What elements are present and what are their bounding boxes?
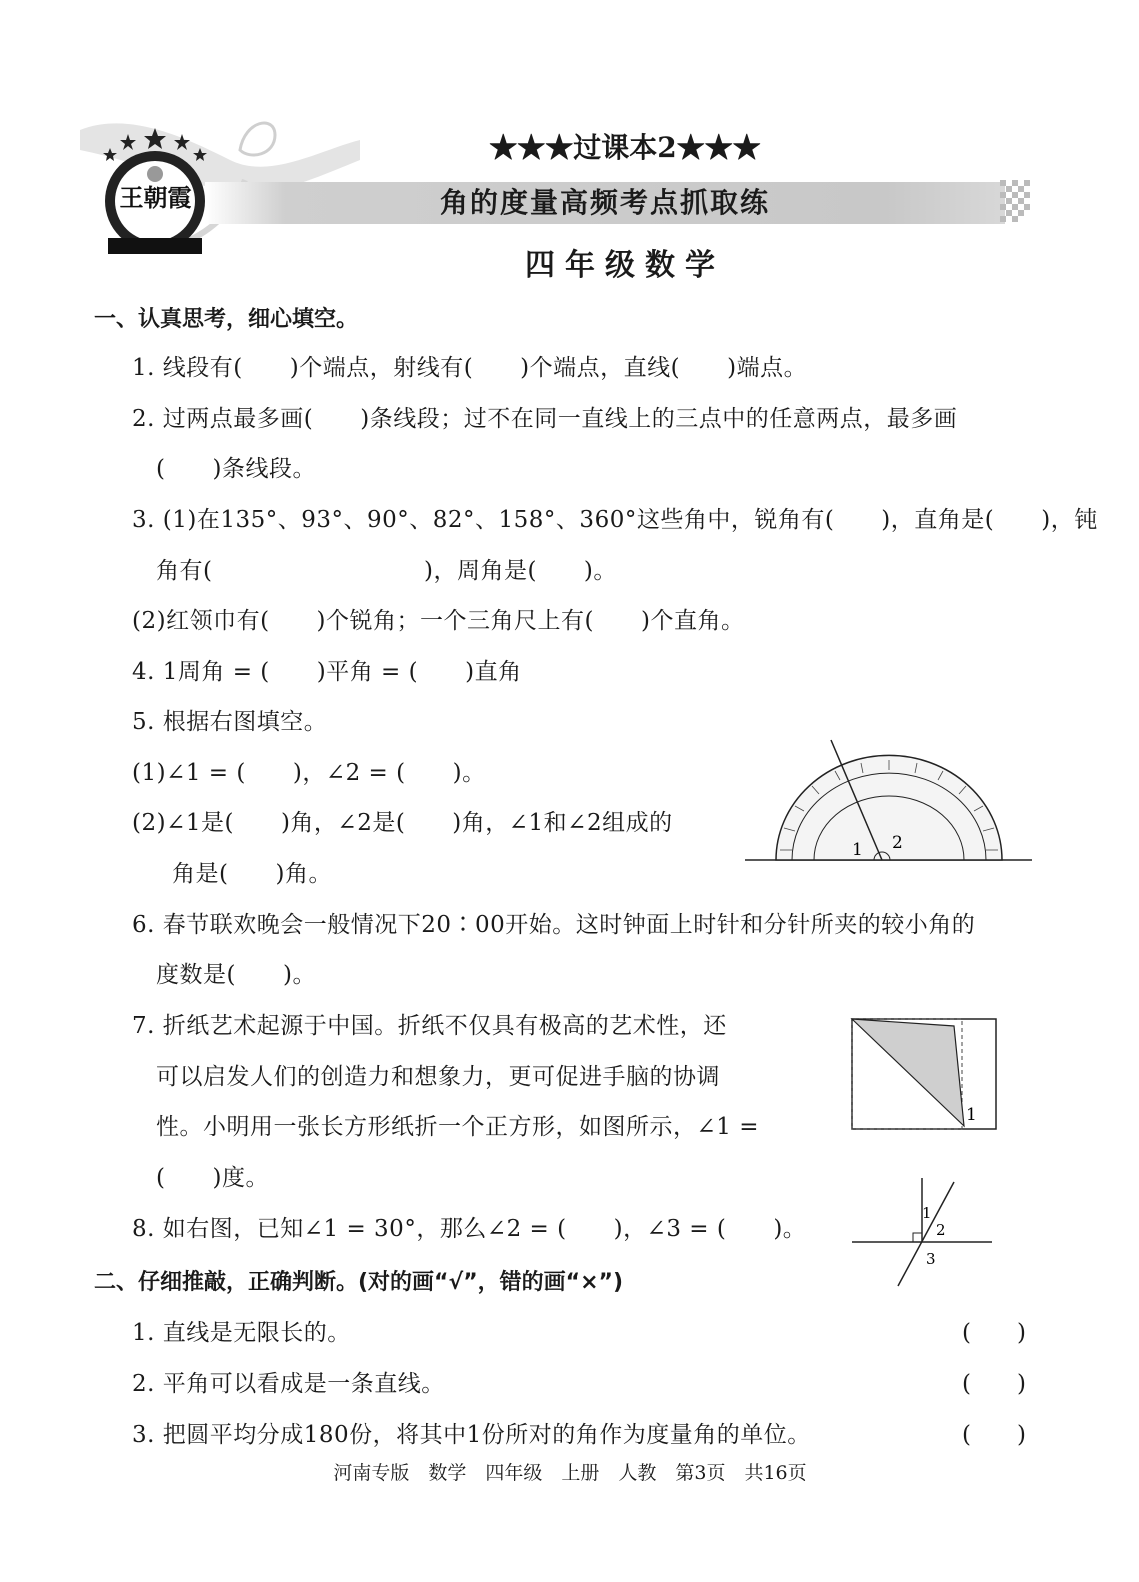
protractor-figure	[740, 738, 1040, 868]
question-7-cont-2: 性。小明用一张长方形纸折一个正方形，如图所示，∠1 =	[156, 1114, 759, 1140]
judge-1-bracket[interactable]: ( )	[962, 1320, 1026, 1346]
question-5-2-cont: 角是( )角。	[172, 861, 332, 887]
question-7-cont-1: 可以启发人们的创造力和想象力，更可促进手脑的协调	[156, 1064, 720, 1090]
lines-angle-1-label: 1	[922, 1204, 932, 1222]
question-6: 6. 春节联欢晚会一般情况下20∶00开始。这时钟面上时针和分针所夹的较小角的	[132, 912, 976, 938]
judge-1: 1. 直线是无限长的。	[132, 1320, 351, 1346]
series-title: ★★★过课本2★★★	[489, 131, 761, 164]
checker-decoration	[1000, 180, 1040, 226]
question-8: 8. 如右图，已知∠1 = 30°，那么∠2 = ( )，∠3 = ( )。	[132, 1216, 807, 1242]
subject-title: 四年级数学	[525, 248, 725, 283]
logo-text: 王朝霞	[119, 183, 192, 212]
lines-angle-2-label: 2	[936, 1221, 946, 1239]
question-3-1: 3. (1)在135°、93°、90°、82°、158°、360°这些角中，锐角有( )，直角是( )，钝	[132, 507, 1098, 533]
fold-angle-label: 1	[966, 1105, 977, 1125]
question-7-cont-3: ( )度。	[156, 1165, 269, 1191]
question-3-2: (2)红领巾有( )个锐角；一个三角尺上有( )个直角。	[132, 608, 745, 634]
question-5: 5. 根据右图填空。	[132, 709, 328, 735]
judge-3: 3. 把圆平均分成180份，将其中1份所对的角作为度量角的单位。	[132, 1422, 811, 1448]
section2-heading: 二、仔细推敲，正确判断。(对的画“√”，错的画“×”)	[94, 1270, 624, 1295]
intersecting-lines-figure	[846, 1178, 996, 1290]
banner-title: 角的度量高频考点抓取练	[439, 186, 770, 219]
question-7: 7. 折纸艺术起源于中国。折纸不仅具有极高的艺术性，还	[132, 1013, 727, 1039]
page-footer: 河南专版 数学 四年级 上册 人教 第3页 共16页	[333, 1462, 807, 1484]
question-1: 1. 线段有( )个端点，射线有( )个端点，直线( )端点。	[132, 355, 808, 381]
angle-1-label: 1	[852, 840, 863, 860]
question-3-1-cont: 角有( )，周角是( )。	[156, 558, 617, 584]
question-6-cont: 度数是( )。	[156, 962, 316, 988]
folded-paper-figure	[846, 1014, 1002, 1134]
question-5-1: (1)∠1 = ( )，∠2 = ( )。	[132, 760, 486, 786]
angle-2-label: 2	[892, 833, 903, 853]
judge-2: 2. 平角可以看成是一条直线。	[132, 1371, 445, 1397]
lines-angle-3-label: 3	[926, 1250, 936, 1268]
section1-heading: 一、认真思考，细心填空。	[94, 307, 359, 332]
question-5-2: (2)∠1是( )角，∠2是( )角，∠1和∠2组成的	[132, 810, 673, 836]
judge-3-bracket[interactable]: ( )	[962, 1422, 1026, 1448]
question-2: 2. 过两点最多画( )条线段；过不在同一直线上的三点中的任意两点，最多画	[132, 406, 958, 432]
question-4: 4. 1周角 = ( )平角 = ( )直角	[132, 659, 522, 685]
judge-2-bracket[interactable]: ( )	[962, 1371, 1026, 1397]
question-2-cont: ( )条线段。	[156, 456, 316, 482]
